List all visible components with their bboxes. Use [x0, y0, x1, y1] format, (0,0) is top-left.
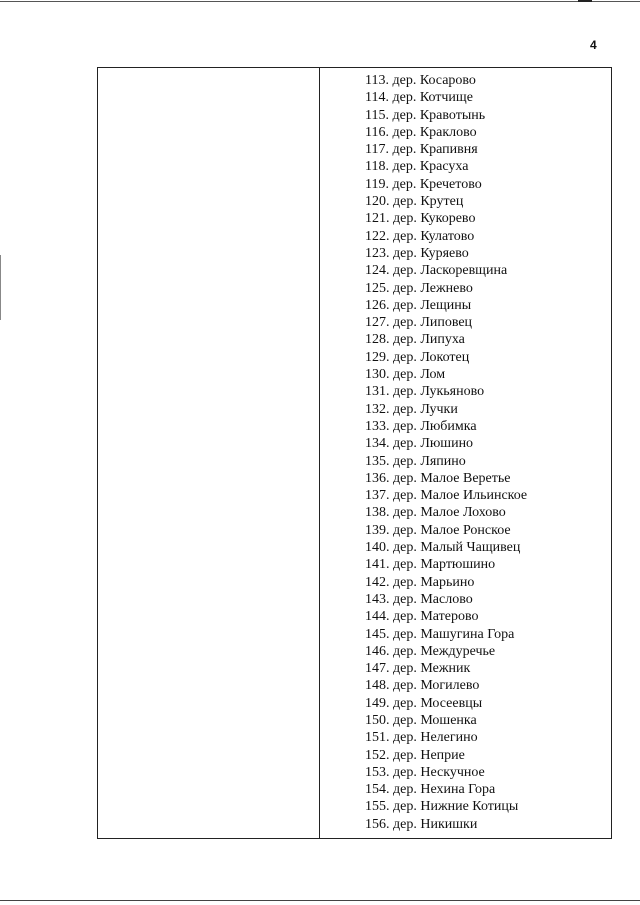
page-number: 4 — [590, 38, 597, 52]
list-item: 150. дер. Мошенка — [365, 712, 477, 728]
list-item: 151. дер. Нелегино — [365, 730, 478, 746]
list-item: 152. дер. Неприе — [365, 747, 465, 763]
list-item: 122. дер. Кулатово — [365, 228, 475, 244]
list-item: 145. дер. Машугина Гора — [365, 626, 515, 642]
list-item: 115. дер. Кравотынь — [365, 107, 486, 123]
list-item: 117. дер. Крапивня — [365, 142, 478, 158]
list-item: 135. дер. Ляпино — [365, 453, 466, 469]
list-item: 155. дер. Нижние Котицы — [365, 799, 519, 815]
list-item: 139. дер. Малое Ронское — [365, 522, 511, 538]
list-item: 156. дер. Никишки — [365, 816, 478, 832]
list-item: 123. дер. Куряево — [365, 245, 469, 261]
list-item: 146. дер. Междуречье — [365, 643, 496, 659]
list-item: 119. дер. Кречетово — [365, 176, 482, 192]
list-item: 136. дер. Малое Веретье — [365, 470, 511, 486]
list-item: 141. дер. Мартюшино — [365, 557, 496, 573]
list-item: 114. дер. Котчище — [365, 90, 473, 106]
list-item: 147. дер. Межник — [365, 661, 471, 677]
list-item: 143. дер. Маслово — [365, 591, 473, 607]
list-item: 149. дер. Мосеевцы — [365, 695, 483, 711]
list-item: 131. дер. Лукьяново — [365, 384, 485, 400]
list-item: 127. дер. Липовец — [365, 315, 473, 331]
table-right-cell — [320, 68, 611, 838]
list-item: 144. дер. Матерово — [365, 609, 479, 625]
list-item: 125. дер. Лежнево — [365, 280, 473, 296]
list-item: 134. дер. Люшино — [365, 436, 474, 452]
document-table — [97, 67, 612, 839]
list-item: 133. дер. Любимка — [365, 418, 477, 434]
list-item: 113. дер. Косарово — [365, 73, 476, 88]
list-item: 130. дер. Лом — [365, 367, 446, 383]
list-item: 154. дер. Нехина Гора — [365, 782, 496, 798]
top-scan-mark — [578, 0, 592, 2]
list-item: 129. дер. Локотец — [365, 349, 470, 365]
list-item: 138. дер. Малое Лохово — [365, 505, 506, 521]
list-item: 132. дер. Лучки — [365, 401, 458, 417]
bottom-border-line — [0, 900, 640, 901]
list-item: 118. дер. Красуха — [365, 159, 469, 175]
list-item: 153. дер. Нескучное — [365, 764, 485, 780]
village-list — [365, 72, 527, 833]
list-item: 140. дер. Малый Чащивец — [365, 540, 521, 556]
list-item: 142. дер. Марьино — [365, 574, 475, 590]
list-item: 124. дер. Ласкоревщина — [365, 263, 508, 279]
table-left-cell — [98, 68, 320, 838]
list-item: 116. дер. Краклово — [365, 124, 477, 140]
left-scan-edge — [0, 255, 1, 320]
list-item: 121. дер. Кукорево — [365, 211, 476, 227]
list-item: 137. дер. Малое Ильинское — [365, 488, 528, 504]
list-item: 148. дер. Могилево — [365, 678, 480, 694]
top-border-line — [0, 1, 640, 2]
list-item: 128. дер. Липуха — [365, 332, 465, 348]
list-item: 126. дер. Лещины — [365, 297, 472, 313]
list-item: 120. дер. Крутец — [365, 194, 464, 210]
